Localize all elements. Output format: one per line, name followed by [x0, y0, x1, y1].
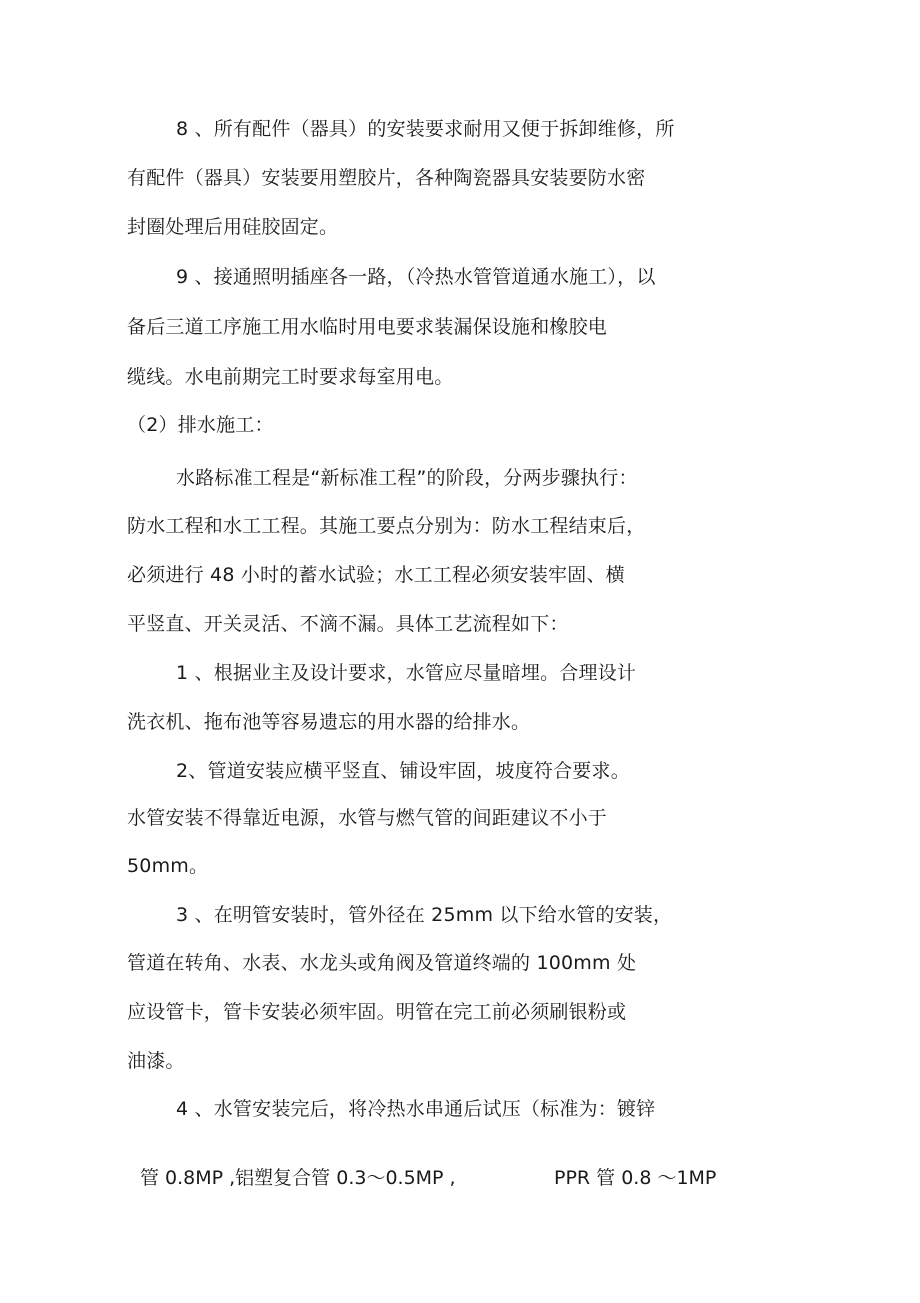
text-line: 必须进行 48 小时的蓄水试验；水工工程必须安装牢固、横: [127, 564, 625, 586]
text-line: 应设管卡，管卡安装必须牢固。明管在完工前必须刷银粉或: [127, 1001, 627, 1023]
text-line: 2、管道安装应横平竖直、铺设牢固，坡度符合要求。: [176, 760, 630, 782]
text-line: 封圈处理后用硅胶固定。: [127, 216, 339, 238]
pressure-standard-part-1: 管 0.8MP ,铝塑复合管 0.3〜0.5MP ,: [140, 1167, 456, 1189]
text-line: 管道在转角、水表、水龙头或角阀及管道终端的 100mm 处: [127, 952, 637, 974]
text-line: 8 、所有配件（器具）的安装要求耐用又便于拆卸维修，所: [176, 118, 675, 140]
text-line: 备后三道工序施工用水临时用电要求装漏保设施和橡胶电: [127, 316, 608, 338]
text-line: 水路标准工程是“新标准工程”的阶段，分两步骤执行：: [176, 467, 638, 489]
text-line: 缆线。水电前期完工时要求每室用电。: [127, 366, 454, 388]
text-line: 50mm。: [127, 855, 209, 877]
text-line: 平竖直、开关灵活、不滴不漏。具体工艺流程如下：: [127, 613, 569, 635]
text-line: 4 、水管安装完后，将冷热水串通后试压（标准为：镀锌: [176, 1098, 656, 1120]
text-line: 水管安装不得靠近电源，水管与燃气管的间距建议不小于: [127, 807, 608, 829]
text-line: 油漆。: [127, 1050, 185, 1072]
pressure-standard-part-2: PPR 管 0.8 〜1MP: [554, 1167, 717, 1189]
text-line: 9 、接通照明插座各一路，（冷热水管管道通水施工），以: [176, 266, 656, 288]
text-line: 有配件（器具）安装要用塑胶片，各种陶瓷器具安装要防水密: [127, 167, 646, 189]
text-line: 3 、在明管安装时，管外径在 25mm 以下给水管的安装，: [176, 904, 673, 926]
text-line: 防水工程和水工工程。其施工要点分别为：防水工程结束后，: [127, 515, 646, 537]
text-line: 洗衣机、拖布池等容易遗忘的用水器的给排水。: [127, 711, 531, 733]
text-line: 1 、根据业主及设计要求，水管应尽量暗埋。合理设计: [176, 662, 637, 684]
section-heading: （2）排水施工：: [127, 414, 274, 436]
